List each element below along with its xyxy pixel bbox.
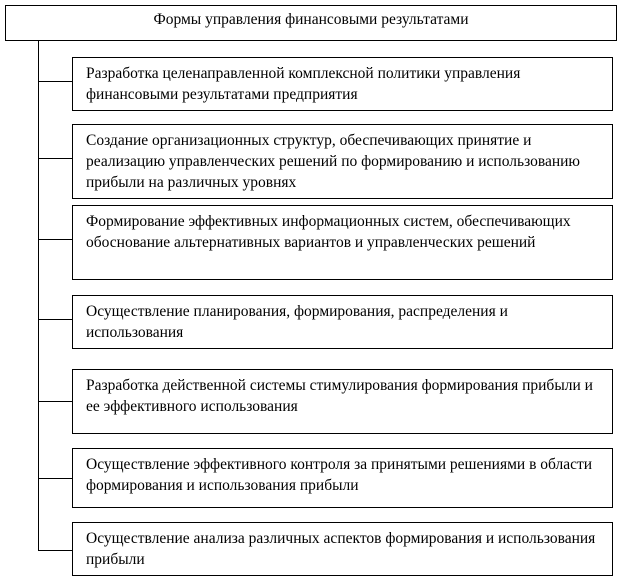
connector-branch-5 [38,401,72,402]
root-label: Формы управления финансовыми результатами [153,11,469,28]
connector-branch-2 [38,158,72,159]
item-label-7: Осуществление анализа различных аспектов формирования и использования прибыли [86,530,596,568]
item-label-4: Осуществление планирования, формирования, распределения и использования [86,303,508,341]
item-label-6: Осуществление эффективного контроля за принятыми решениями в области формирования и использования прибыли [86,456,593,494]
item-label-2: Создание организационных структур, обеспечивающих принятие и реализацию управленческих решений по формированию и использованию прибыли на различных уровнях [86,132,581,191]
item-box-2 [72,124,613,199]
item-box-1 [72,57,613,111]
connector-branch-6 [38,478,72,479]
item-box-7 [72,522,613,576]
item-box-5 [72,369,613,434]
connector-branch-1 [38,81,72,82]
item-label-1: Разработка целенаправленной комплексной политики управления финансовыми результатами предприятия [86,65,521,103]
connector-trunk [38,41,39,550]
item-box-4 [72,295,613,349]
connector-branch-7 [38,550,72,551]
connector-branch-4 [38,319,72,320]
item-box-6 [72,448,613,508]
item-label-5: Разработка действенной системы стимулирования формирования прибыли и ее эффективного использования [86,377,593,415]
item-box-3 [72,205,613,280]
item-label-3: Формирование эффективных информационных систем, обеспечивающих обоснование альтернативных вариантов и управленческих решений [86,213,571,251]
connector-branch-3 [38,239,72,240]
root-box [5,5,617,41]
